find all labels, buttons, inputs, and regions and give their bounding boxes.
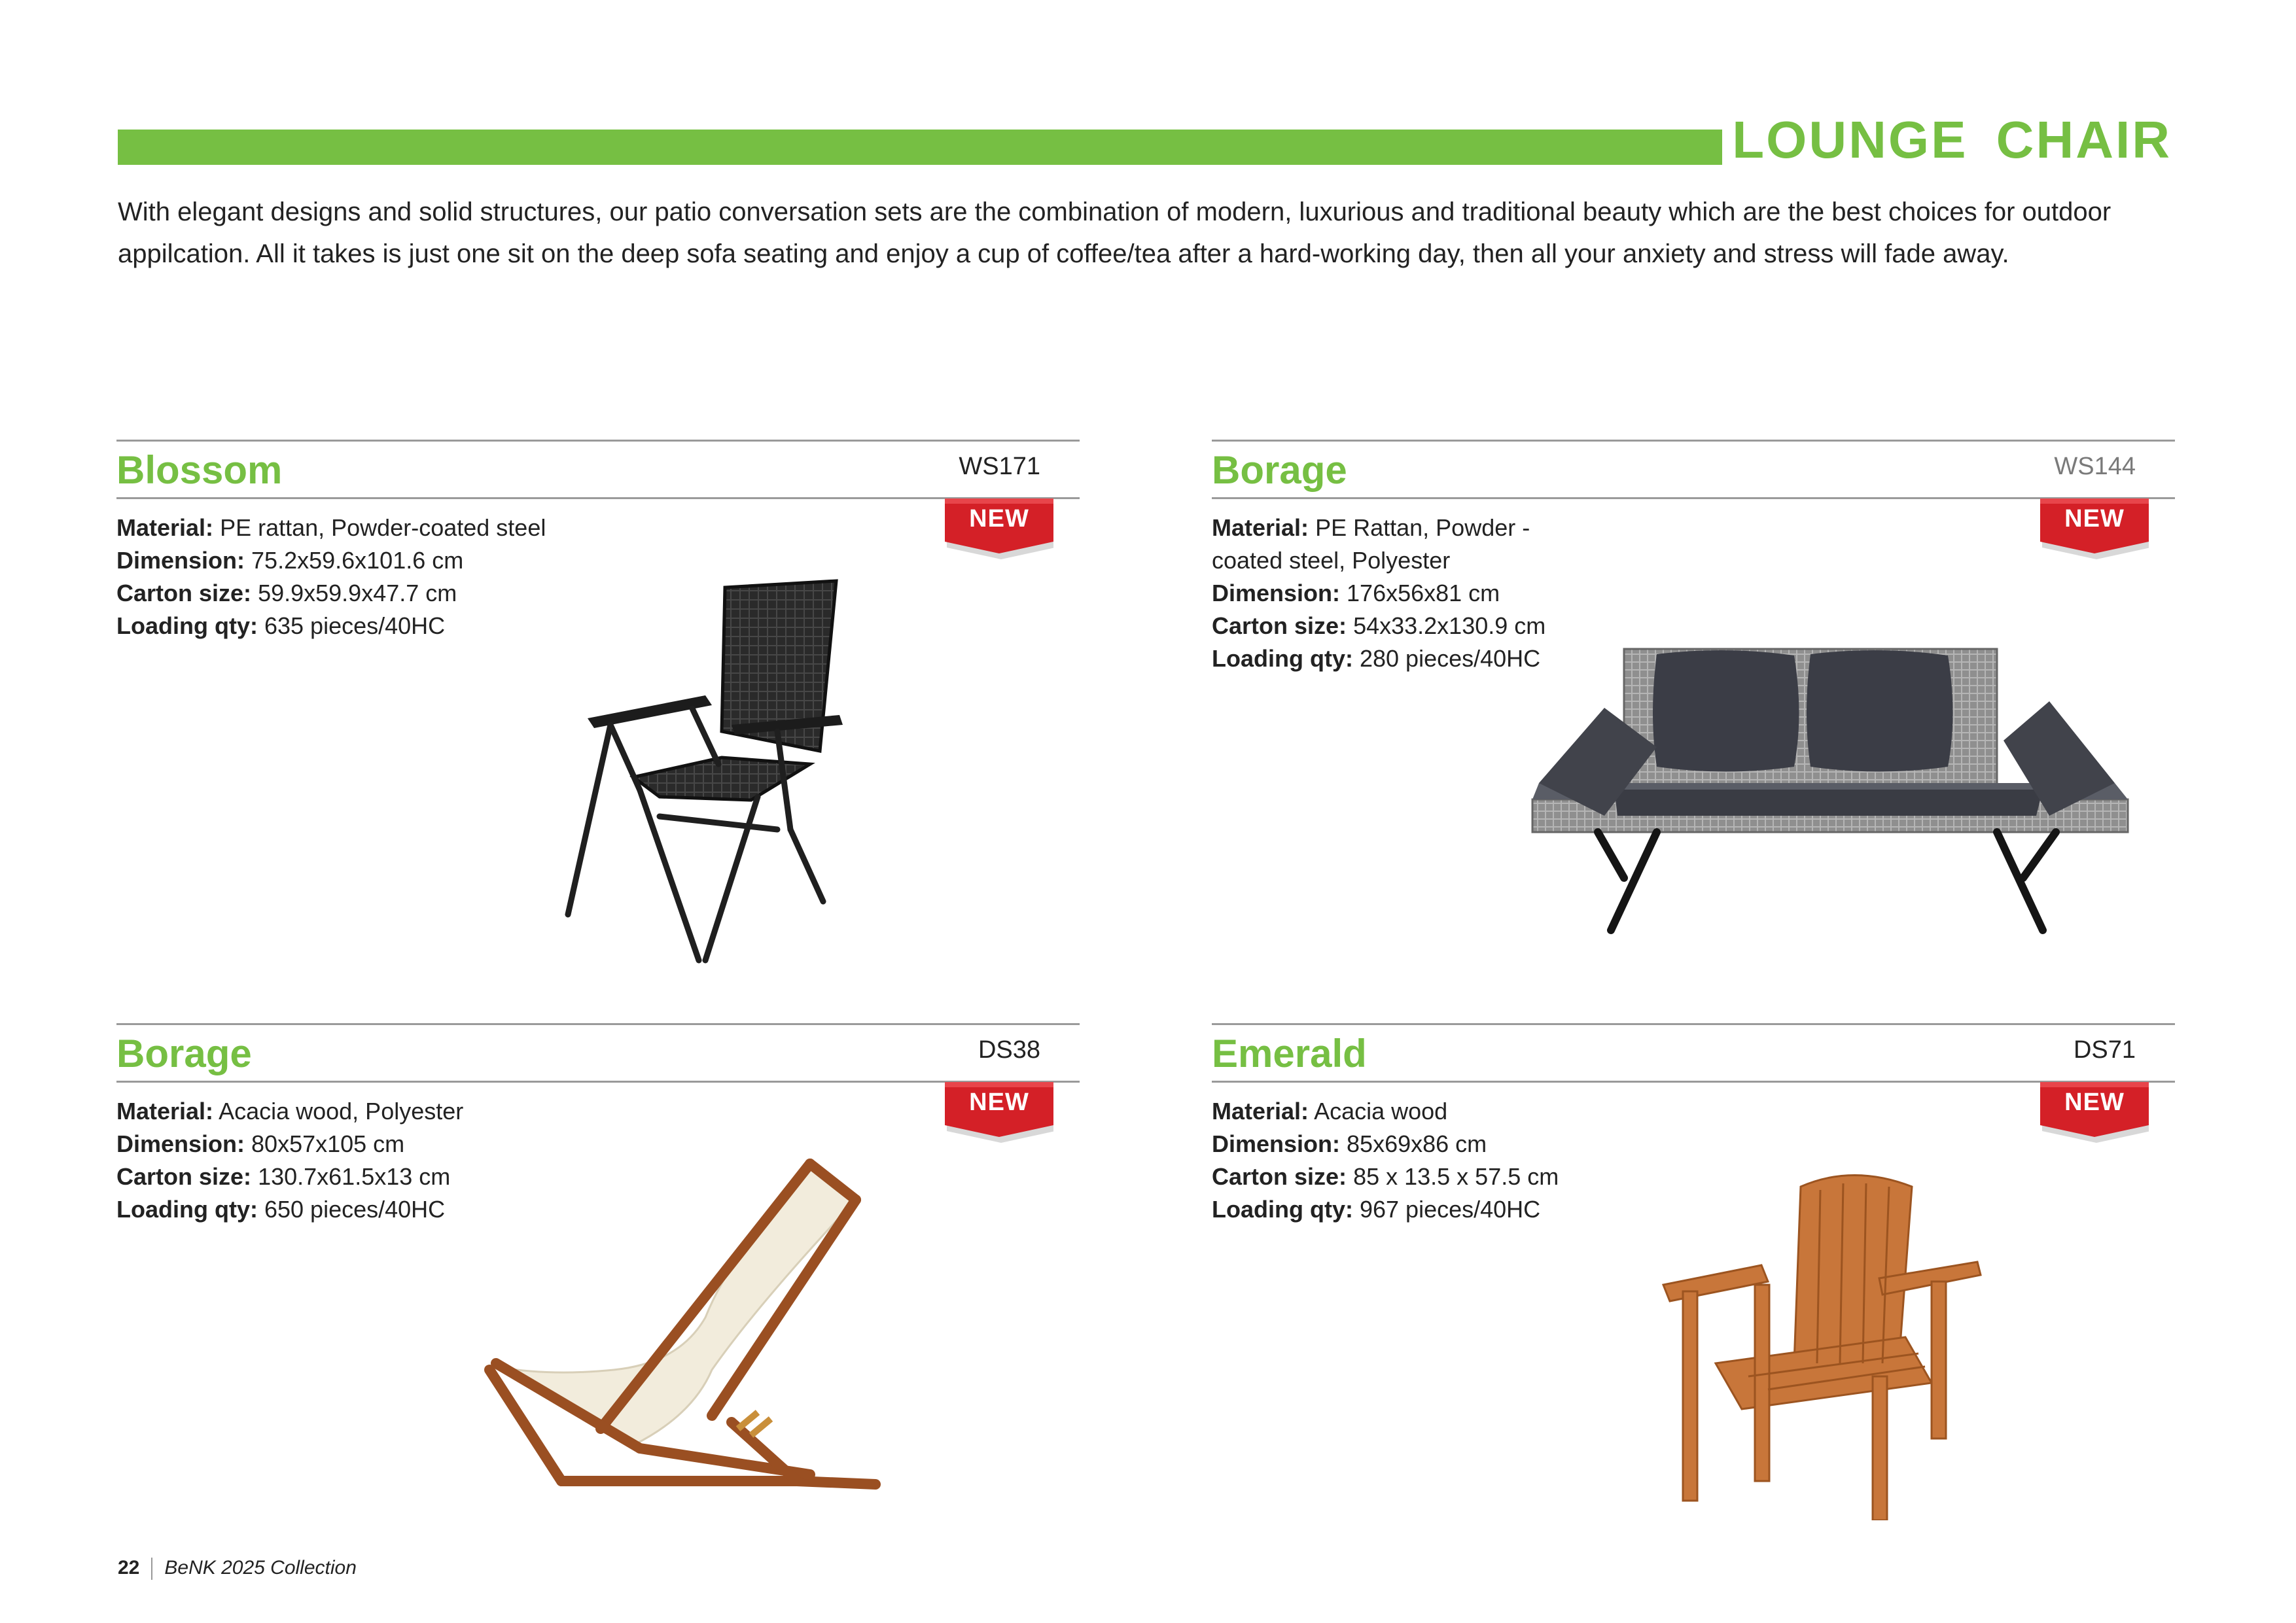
page-footer xyxy=(118,1557,357,1580)
product-code: WS144 xyxy=(2054,453,2136,480)
product-name: Emerald xyxy=(1212,1032,1367,1075)
badge-label: NEW xyxy=(969,505,1029,532)
product-code: WS171 xyxy=(959,453,1040,480)
product-card-emerald xyxy=(1212,1023,2175,1586)
spec-carton-size: Carton size: 130.7x61.5x13 cm xyxy=(116,1163,451,1190)
spec-loading-qty: Loading qty: 635 pieces/40HC xyxy=(116,612,446,639)
page-title: LOUNGE CHAIR xyxy=(1732,111,2172,169)
collection-name: BeNK 2025 Collection xyxy=(164,1557,357,1579)
spec-loading-qty: Loading qty: 280 pieces/40HC xyxy=(1212,645,1541,672)
spec-material: Material: Acacia wood xyxy=(1212,1098,1448,1125)
spec-loading-qty: Loading qty: 967 pieces/40HC xyxy=(1212,1196,1541,1223)
badge-label: NEW xyxy=(969,1089,1029,1116)
product-name: Blossom xyxy=(116,448,283,492)
deck-chair-image xyxy=(483,1154,928,1507)
badge-label: NEW xyxy=(2064,1089,2125,1116)
product-name: Borage xyxy=(1212,448,1347,492)
divider xyxy=(116,440,1080,442)
badge-label: NEW xyxy=(2064,505,2125,532)
divider xyxy=(116,1023,1080,1025)
adirondack-chair-image xyxy=(1657,1167,2023,1520)
divider xyxy=(1212,1081,2175,1083)
header-accent-bar xyxy=(118,130,1722,165)
intro-paragraph: With elegant designs and solid structures, our patio conversation sets are the combination of modern, luxurious and traditional beauty which are the best choices for outdoor appilcation. All it takes is just one sit on the deep sofa seating and enjoy a cup of coffee/tea after a hard-working day, then all your anxiety and stress will fade away. xyxy=(118,198,2111,268)
product-card-borage-ds38 xyxy=(116,1023,1080,1586)
divider xyxy=(1212,1023,2175,1025)
divider xyxy=(116,497,1080,499)
product-code: DS71 xyxy=(2073,1036,2136,1064)
product-name: Borage xyxy=(116,1032,252,1075)
rattan-daybed-image xyxy=(1526,642,2141,937)
new-badge xyxy=(945,498,1053,561)
divider xyxy=(116,1081,1080,1083)
page-number: 22 xyxy=(118,1557,140,1579)
spec-carton-size: Carton size: 54x33.2x130.9 cm xyxy=(1212,612,1546,639)
new-badge xyxy=(2040,1082,2149,1145)
product-code: DS38 xyxy=(978,1036,1040,1064)
new-badge xyxy=(945,1082,1053,1145)
spec-dimension: Dimension: 75.2x59.6x101.6 cm xyxy=(116,547,464,574)
spec-carton-size: Carton size: 59.9x59.9x47.7 cm xyxy=(116,580,457,606)
spec-material: Material: PE Rattan, Powder - coated steel, Polyester xyxy=(1212,514,1530,574)
spec-list xyxy=(116,1095,535,1226)
spec-carton-size: Carton size: 85 x 13.5 x 57.5 cm xyxy=(1212,1163,1559,1190)
divider xyxy=(1212,440,2175,442)
spec-list xyxy=(116,512,546,642)
spec-dimension: Dimension: 176x56x81 cm xyxy=(1212,580,1500,606)
spec-dimension: Dimension: 85x69x86 cm xyxy=(1212,1130,1487,1157)
rattan-chair-image xyxy=(561,568,980,973)
spec-loading-qty: Loading qty: 650 pieces/40HC xyxy=(116,1196,446,1223)
spec-list xyxy=(1212,1095,1631,1226)
product-card-borage-ws144 xyxy=(1212,440,2175,1002)
footer-separator xyxy=(151,1558,152,1580)
spec-material: Material: PE rattan, Powder-coated steel xyxy=(116,514,546,541)
new-badge xyxy=(2040,498,2149,561)
product-card-blossom xyxy=(116,440,1080,1002)
divider xyxy=(1212,497,2175,499)
spec-material: Material: Acacia wood, Polyester xyxy=(116,1098,464,1125)
spec-dimension: Dimension: 80x57x105 cm xyxy=(116,1130,405,1157)
